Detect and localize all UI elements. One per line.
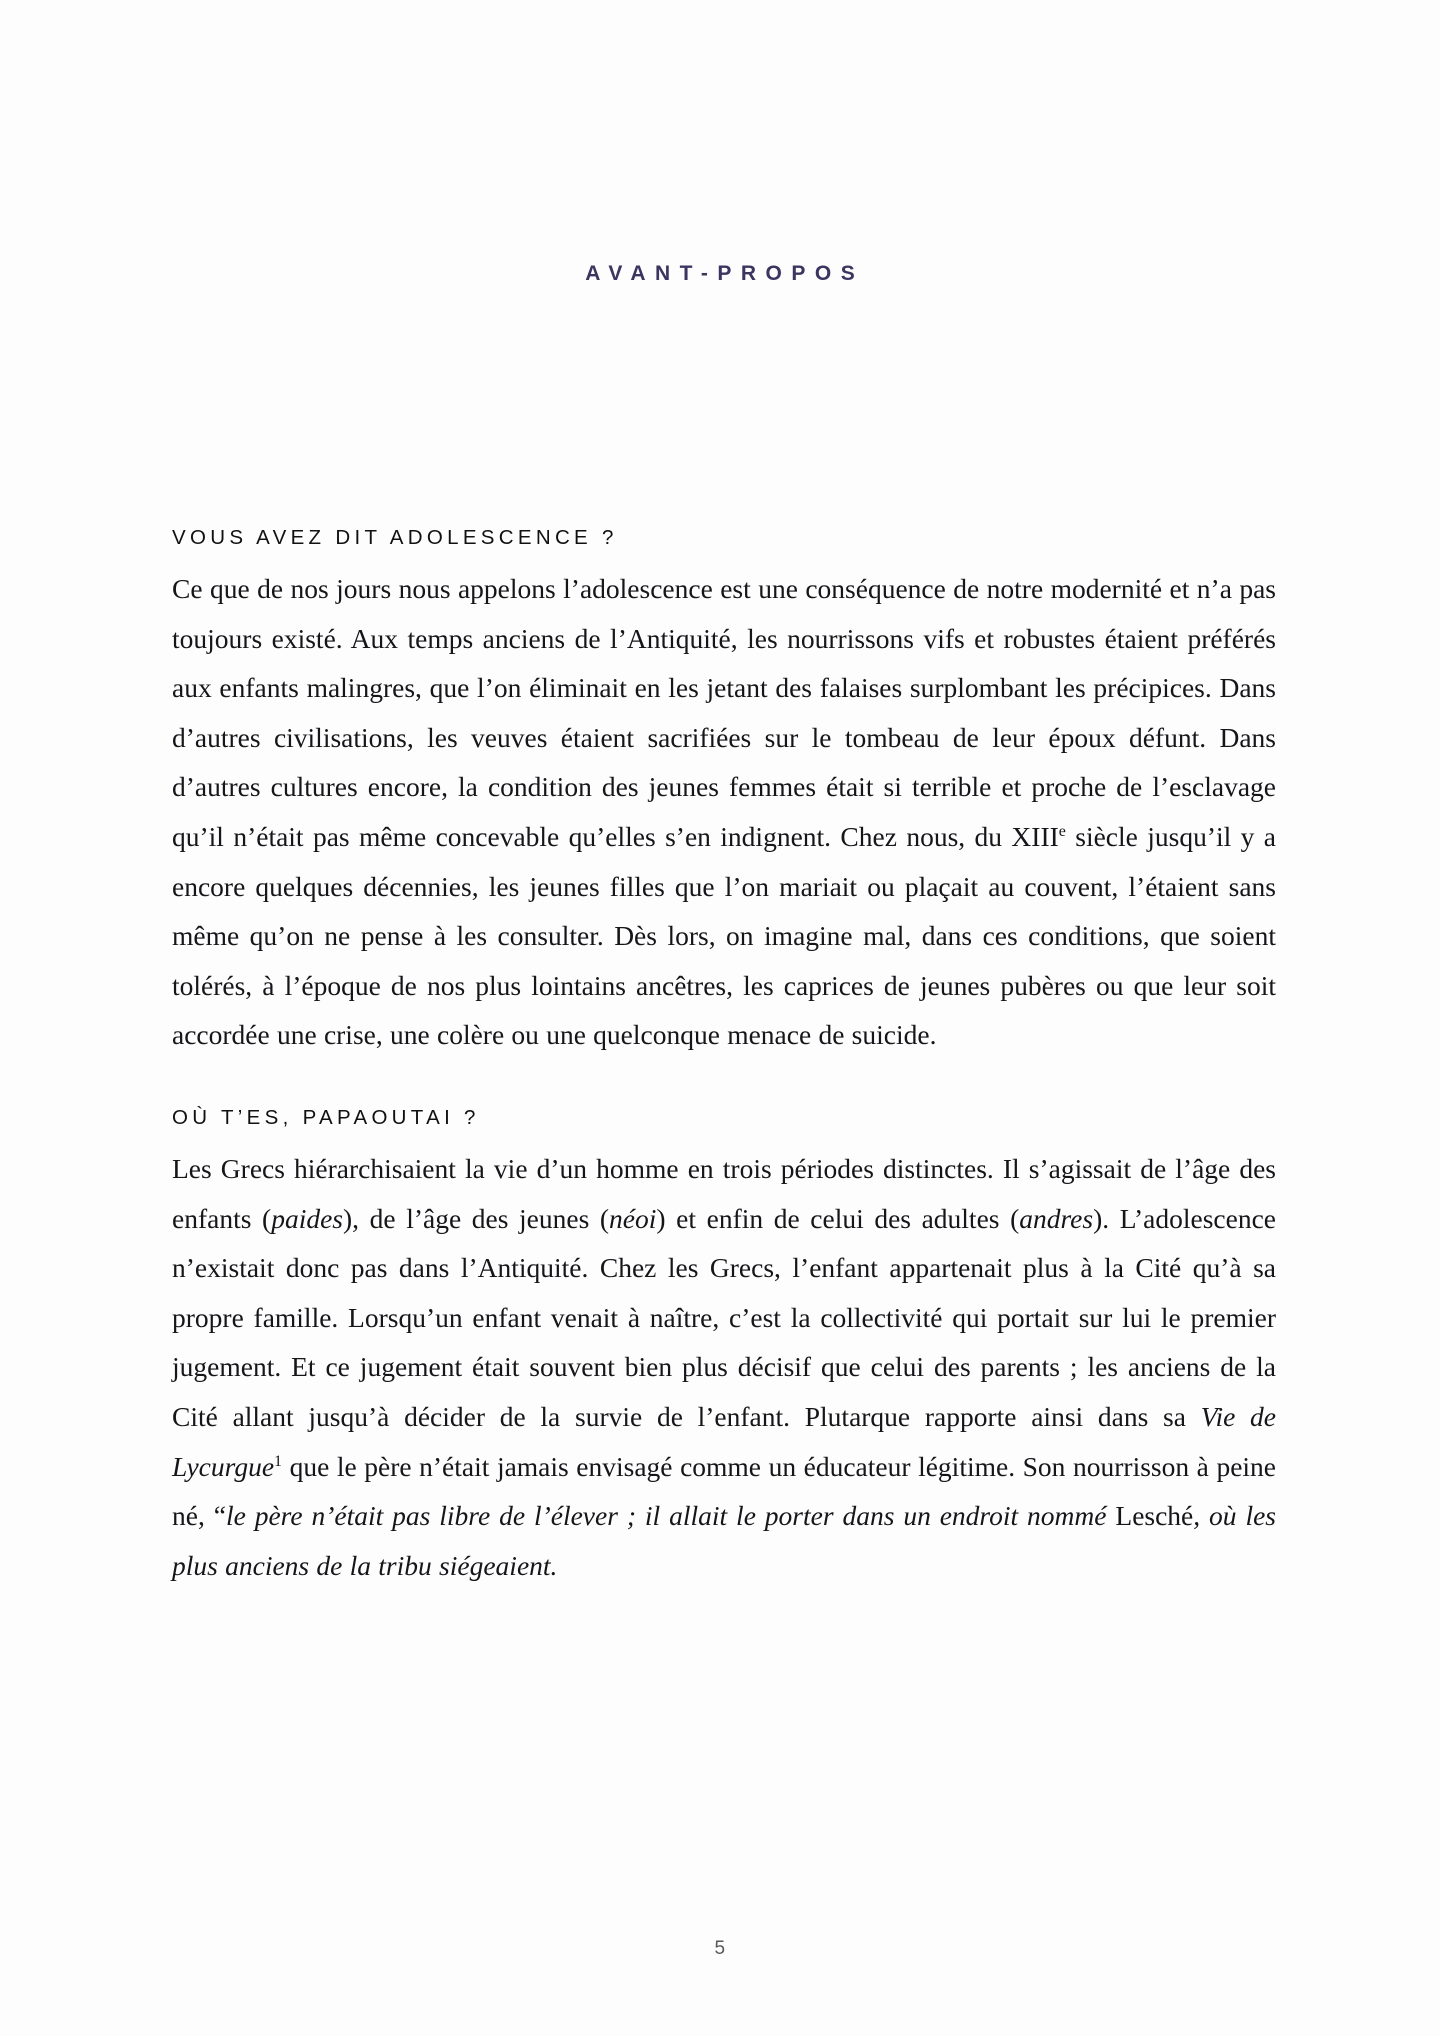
quotation-part-2: , où les plus anciens de la tribu siégeaient. xyxy=(172,1500,1277,1581)
paragraph-2 xyxy=(172,1144,1276,1590)
paragraph-2-part-c: ) et enfin de celui des adultes ( xyxy=(656,1202,1020,1234)
quote-open-mark: “ xyxy=(213,1500,226,1532)
paragraph-2-part-e: que le père n’était jamais envisagé comme un éducateur légitime. Son nourrisson à peine né, xyxy=(172,1450,1276,1532)
quotation-part-1: le père n’était pas libre de l’élever ; il allait le porter dans un endroit nommé xyxy=(225,1500,1116,1532)
greek-term-paides: paides xyxy=(271,1202,343,1234)
greek-term-neoi: néoi xyxy=(609,1202,657,1234)
ordinal-superscript-e: e xyxy=(1058,822,1066,840)
work-title-vie-de-lycurgue: Vie de Lycurgue xyxy=(172,1400,1276,1482)
greek-term-andres: andres xyxy=(1019,1202,1094,1234)
chapter-title: AVANT-PROPOS xyxy=(585,262,865,285)
text-column xyxy=(172,526,1276,1590)
section-vous-avez-dit-adolescence xyxy=(172,526,1276,1060)
paragraph-1-part-b: siècle jusqu’il y a encore quelques décennies, les jeunes filles que l’on mariait ou plaçait au couvent, l’étaient sans même qu’on ne pense à les consulter. Dès lors, on imagine mal, dans ces conditions, que soient tolérés, à l’époque de nos plus lointains ancêtres, les caprices de jeunes pubères ou que leur soit accordée une crise, une colère ou une quelconque menace de suicide. xyxy=(172,820,1277,1051)
section-heading-1: VOUS AVEZ DIT ADOLESCENCE ? xyxy=(172,526,618,549)
paragraph-2-part-b: ), de l’âge des jeunes ( xyxy=(343,1202,610,1234)
place-name-lesche: Lesché xyxy=(1115,1500,1194,1532)
paragraph-1-part-a: Ce que de nos jours nous appelons l’adolescence est une conséquence de notre modernité et n’a pas toujours existé. Aux temps anciens de l’Antiquité, les nourrissons vifs et robustes étaient préférés aux enfants malingres, que l’on éliminait en les jetant des falaises surplombant les précipices. Dans d’autres civilisations, les veuves étaient sacrifiées sur le tombeau de leur époux défunt. Dans d’autres cultures encore, la condition des jeunes femmes était si terrible et proche de l’esclavage qu’il n’était pas même concevable qu’elles s’en indignent. Chez nous, du XIII xyxy=(172,573,1276,852)
paragraph-2-part-a: Les Grecs hiérarchisaient la vie d’un homme en trois périodes distinctes. Il s’agissait de l’âge des enfants ( xyxy=(172,1152,1276,1234)
paragraph-2-part-d: ). L’adolescence n’existait donc pas dans l’Antiquité. Chez les Grecs, l’enfant appartenait plus à la Cité qu’à sa propre famille. Lorsqu’un enfant venait à naître, c’est la collectivité qui portait sur lui le premier jugement. Et ce jugement était souvent bien plus décisif que celui des parents ; les anciens de la Cité allant jusqu’à décider de la survie de l’enfant. Plutarque rapporte ainsi dans sa xyxy=(172,1202,1276,1432)
page-number: 5 xyxy=(714,1938,726,1959)
section-ou-tes-papaoutai xyxy=(172,1106,1276,1590)
paragraph-1 xyxy=(172,564,1276,1060)
section-heading-2: OÙ T’ES, PAPAOUTAI ? xyxy=(172,1105,480,1129)
footnote-marker-1[interactable]: 1 xyxy=(274,1452,282,1470)
